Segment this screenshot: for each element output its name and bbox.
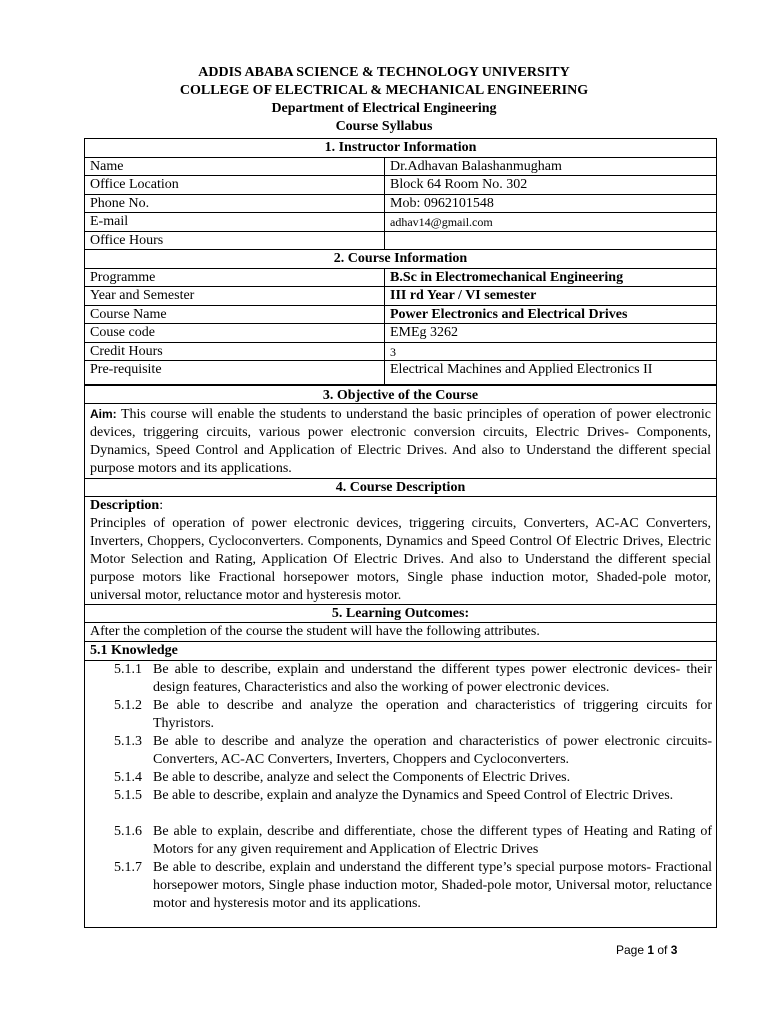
university-title: ADDIS ABABA SCIENCE & TECHNOLOGY UNIVERSITY: [198, 65, 570, 80]
course-row-programme: [85, 269, 716, 288]
page-mid: of: [654, 943, 671, 957]
row-value: Mob: 0962101548: [390, 195, 494, 211]
department-title: Department of Electrical Engineering: [271, 101, 497, 116]
course-row-credit: [85, 343, 716, 362]
description-colon: :: [159, 498, 164, 513]
outcomes-intro: After the completion of the course the student will have the following attributes.: [90, 624, 540, 639]
item-text: Be able to describe and analyze the operation and characteristics of triggering circuits for Thyristors.: [153, 698, 712, 731]
row-label: Office Location: [90, 177, 179, 192]
row-value: 3: [390, 344, 396, 359]
item-text: Be able to describe and analyze the operation and characteristics of power electronic circuits- Converters, AC-AC Converters, Inverters, Choppers and Cycloconverters.: [153, 734, 712, 767]
section-instructor-title: 1. Instructor Information: [85, 139, 716, 158]
knowledge-title: 5.1 Knowledge: [90, 643, 178, 658]
objective-paragraph: [90, 405, 711, 478]
item-text: Be able to describe, analyze and select the Components of Electric Drives.: [153, 770, 571, 785]
instructor-row-email: [85, 213, 716, 232]
course-row-prereq: [85, 361, 716, 385]
row-value: EMEg 3262: [390, 325, 459, 340]
row-label: Year and Semester: [90, 288, 195, 303]
description-text: Principles of operation of power electronic devices, triggering circuits, Converters, AC-AC Converters, Inverters, Choppers, Cycloconverters. Components, Dynamics and Speed Control Of Electric Drives, Electric Motor Selection and Rating, Application Of Electric Drives. And also to Understand the different special purpose motors like Fractional horsepower motors, Single phase induction motor, Shaded-pole motor, universal motor, reluctance motor and hysteresis motor.: [90, 516, 711, 603]
row-value: Electrical Machines and Applied Electronics II: [390, 362, 653, 377]
aim-label: Aim:: [90, 407, 117, 421]
item-number: 5.1.6: [114, 824, 142, 839]
item-text: Be able to describe, explain and analyze the Dynamics and Speed Control of Electric Drives.: [153, 788, 674, 803]
item-text: Be able to explain, describe and differentiate, chose the different types of Heating and Rating of Motors for any given requirement and Application of Electric Drives: [153, 824, 712, 857]
row-value: Block 64 Room No. 302: [390, 177, 528, 192]
page-number: [616, 943, 677, 957]
course-row-name: [85, 306, 716, 325]
row-value: III rd Year / VI semester: [390, 288, 537, 303]
section-outcomes-title: 5. Learning Outcomes:: [85, 604, 716, 623]
instructor-row-phone: [85, 195, 716, 214]
row-label: Credit Hours: [90, 343, 163, 359]
aim-text: This course will enable the students to understand the basic principles of operation of power electronic devices, triggering circuits, various power electronic conversion circuits, Electric Drives- Components, Dynamics, Speed Control and Application of Electric Drives. And also to Understand the different special purpose motors and its applications.: [90, 407, 712, 476]
row-label: Office Hours: [90, 232, 164, 248]
item-text: Be able to describe, explain and understand the different types power electronic devices- their design features, Characteristics and also the working of power electronic devices.: [153, 662, 712, 695]
item-number: 5.1.2: [114, 698, 142, 713]
item-text: Be able to describe, explain and understand the different type’s special purpose motors- Fractional horsepower motors, Single phase induction motor, Shaded-pole motor, Universal motor, reluctance motor and hysteresis motor and its applications.: [153, 860, 712, 911]
document-title: Course Syllabus: [335, 119, 433, 134]
instructor-row-name: [85, 158, 716, 177]
syllabus-table: [84, 138, 717, 928]
row-label: Pre-requisite: [90, 362, 162, 377]
row-label: Name: [90, 158, 124, 174]
course-row-code: [85, 324, 716, 343]
description-label: Description: [90, 498, 160, 513]
row-value: Dr.Adhavan Balashanmugham: [390, 158, 562, 174]
row-value: Power Electronics and Electrical Drives: [390, 306, 628, 322]
row-label: Phone No.: [90, 195, 150, 211]
row-value: adhav14@gmail.com: [390, 215, 493, 229]
section-course-info-title: 2. Course Information: [85, 250, 716, 269]
row-label: E-mail: [90, 214, 129, 229]
section-description-title: 4. Course Description: [85, 478, 716, 497]
row-label: Course Name: [90, 306, 167, 322]
item-number: 5.1.1: [114, 662, 142, 677]
college-title: COLLEGE OF ELECTRICAL & MECHANICAL ENGINEERING: [179, 83, 589, 98]
page-total: 3: [670, 943, 678, 957]
row-value: B.Sc in Electromechanical Engineering: [390, 269, 624, 285]
row-label: Couse code: [90, 325, 155, 340]
page-prefix: Page: [616, 943, 648, 957]
item-number: 5.1.7: [114, 860, 142, 875]
instructor-row-hours: [85, 232, 716, 251]
item-number: 5.1.4: [114, 770, 142, 785]
item-number: 5.1.3: [114, 734, 142, 749]
section-objective-title: 3. Objective of the Course: [85, 385, 716, 404]
instructor-row-office: [85, 176, 716, 195]
description-paragraph: [90, 497, 711, 605]
course-row-year: [85, 287, 716, 306]
row-label: Programme: [90, 269, 156, 285]
page-current: 1: [647, 943, 655, 957]
item-number: 5.1.5: [114, 788, 142, 803]
